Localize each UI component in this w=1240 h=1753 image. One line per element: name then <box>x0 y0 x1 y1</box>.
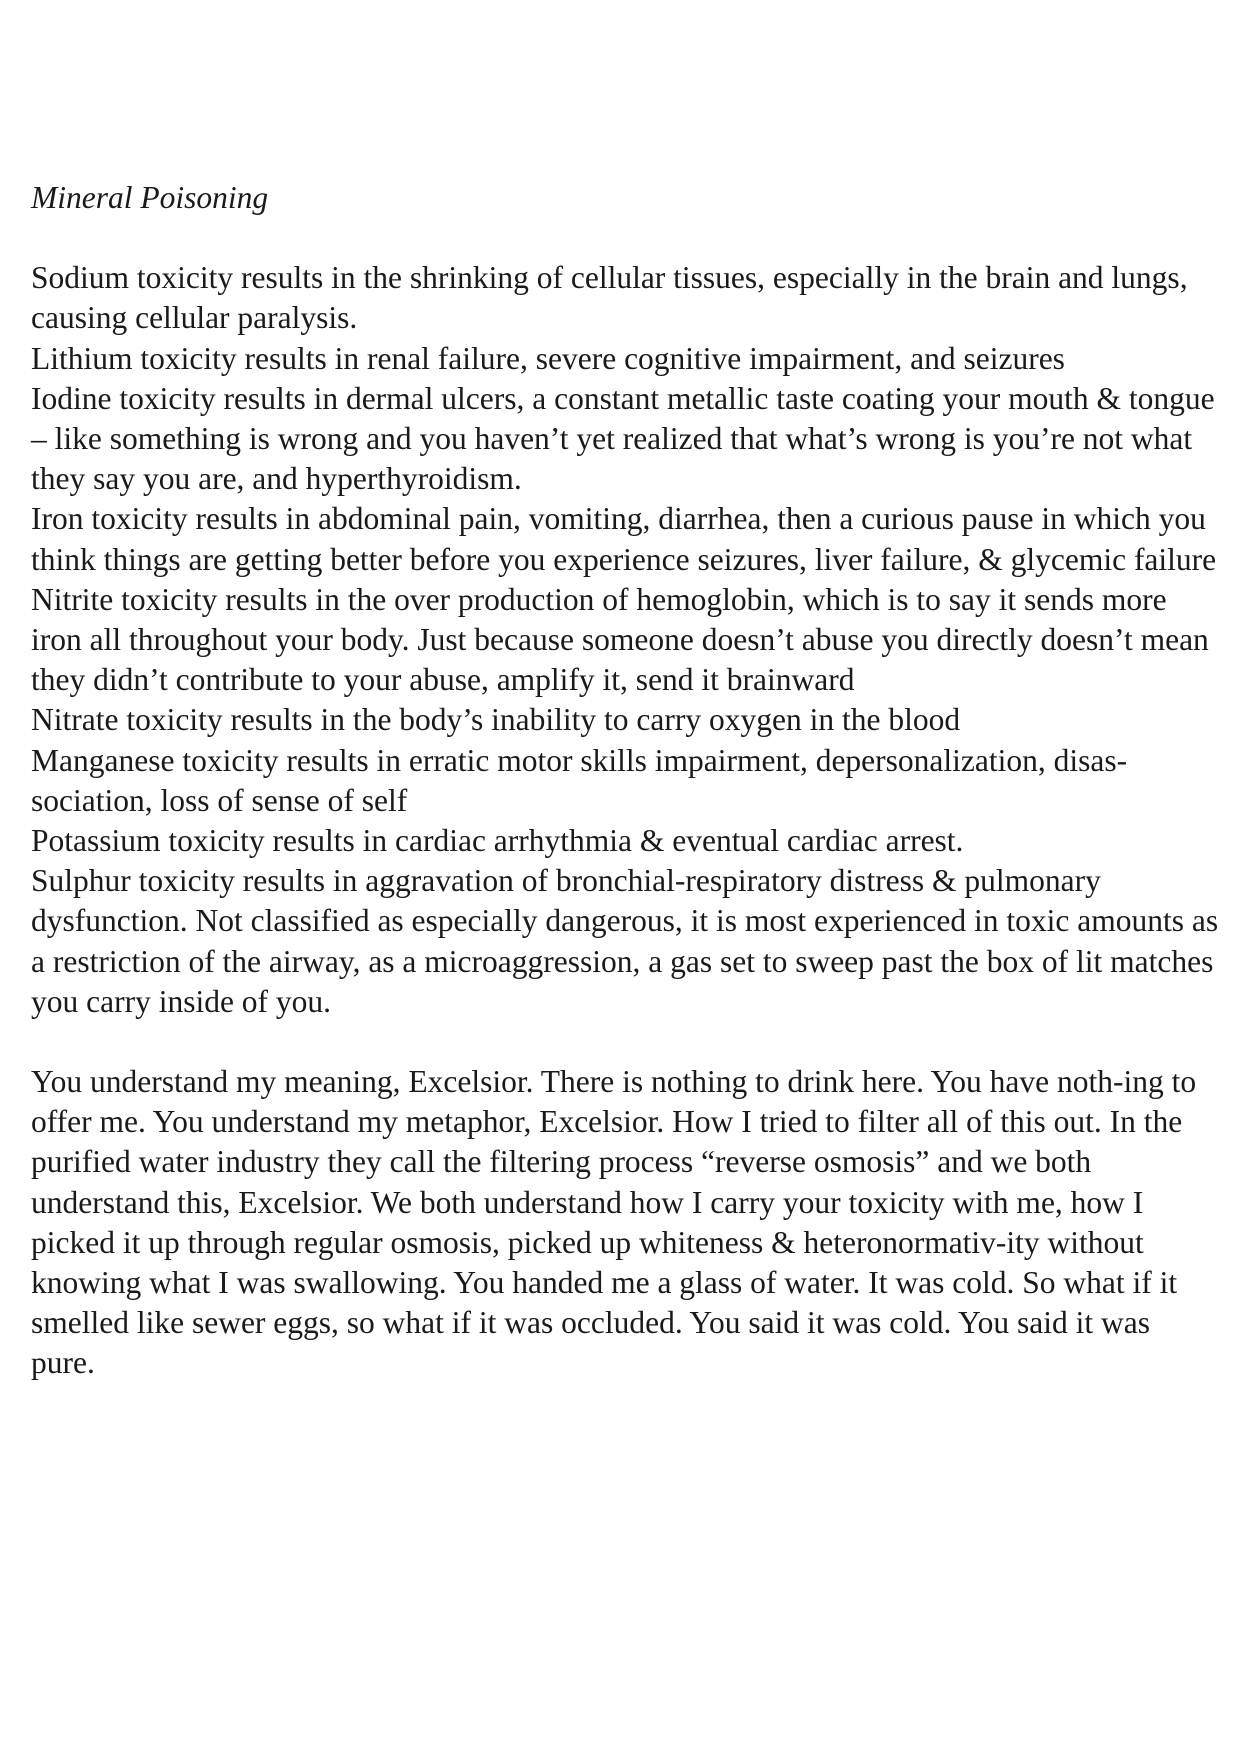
list-item: Iodine toxicity results in dermal ulcers, a constant metallic taste coating your mouth & tongue – like something is wrong and you haven’t yet realized that what’s wrong is you’re not what they say you are, and hyperthyroidism. <box>31 380 1215 497</box>
list-item: Nitrate toxicity results in the body’s inability to carry oxygen in the blood <box>31 702 961 738</box>
toxicity-list <box>31 258 1221 1022</box>
list-item: Potassium toxicity results in cardiac arrhythmia & eventual cardiac arrest. <box>31 823 964 859</box>
list-item: Sodium toxicity results in the shrinking of cellular tissues, especially in the brain and lungs, causing cellular paralysis. <box>31 260 1188 336</box>
document-title: Mineral Poisoning <box>31 180 269 215</box>
list-item: Lithium toxicity results in renal failure, severe cognitive impairment, and seizures <box>31 340 1065 376</box>
list-item: Sulphur toxicity results in aggravation of bronchial-respiratory distress & pulmonary dysfunction. Not classified as especially dangerous, it is most experienced in toxic amounts as a restriction of the airway, as a microaggression, a gas set to sweep past the box of lit matches you carry inside of you. <box>31 863 1219 1019</box>
list-item: Nitrite toxicity results in the over production of hemoglobin, which is to say it sends more iron all throughout your body. Just because someone doesn’t abuse you directly doesn’t mean they didn’t contribute to your abuse, amplify it, send it brainward <box>31 581 1209 698</box>
document-page <box>31 178 1221 1384</box>
list-item: Manganese toxicity results in erratic motor skills impairment, depersonalization, disas-sociation, loss of sense of self <box>31 742 1128 818</box>
closing-paragraph: You understand my meaning, Excelsior. There is nothing to drink here. You have noth-ing to offer me. You understand my metaphor, Excelsior. How I tried to filter all of this out. In the purified water industry they call the filtering process “reverse osmosis” and we both understand this, Excelsior. We both understand how I carry your toxicity with me, how I picked it up through regular osmosis, picked up whiteness & heteronormativ-ity without knowing what I was swallowing. You handed me a glass of water. It was cold. So what if it smelled like sewer eggs, so what if it was occluded. You said it was cold. You said it was pure. <box>31 1064 1197 1381</box>
list-item: Iron toxicity results in abdominal pain, vomiting, diarrhea, then a curious pause in which you think things are getting better before you experience seizures, liver failure, & glycemic failure <box>31 501 1217 577</box>
